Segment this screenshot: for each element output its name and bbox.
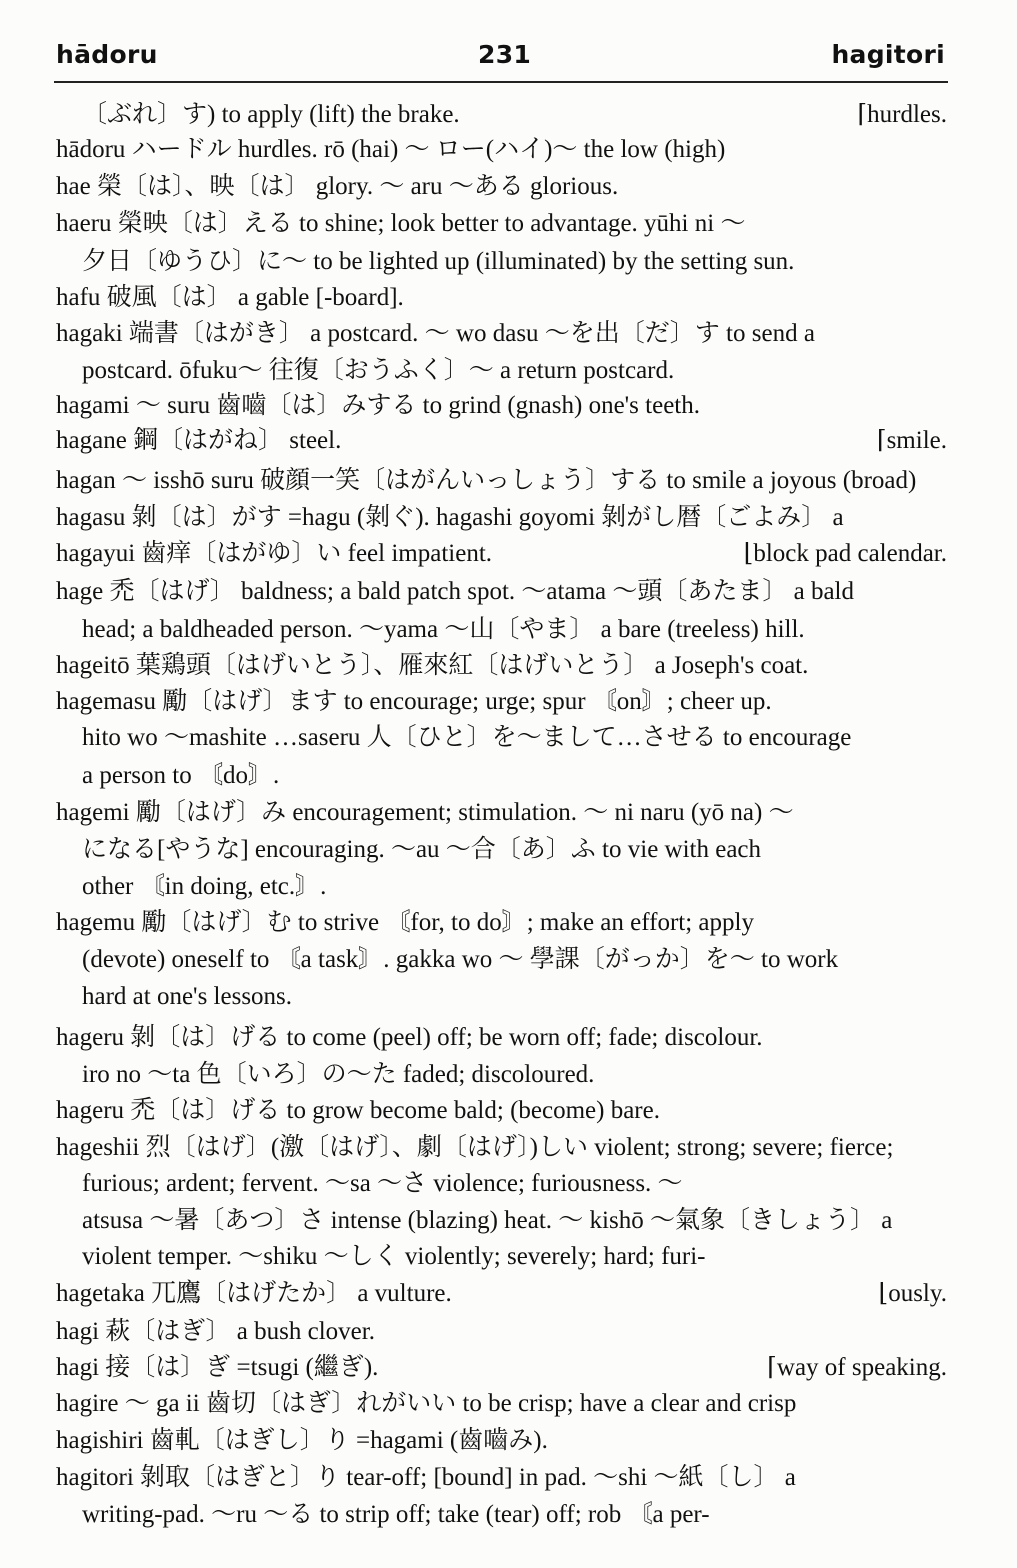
entry-line	[0, 980, 1017, 1014]
entry-line-text: hādoru ハードル hurdles. rō (hai) ～ ロー(ハイ)～ the low (high)	[56, 136, 726, 163]
entry-line-text: head; a baldheaded person. ～yama ～山〔やま〕 a bare (treeless) hill.	[82, 616, 805, 643]
entry-line-text: hito wo ～mashite …saseru 人〔ひと〕を～まして…させる to encourage	[82, 724, 852, 751]
header-rule	[54, 81, 948, 83]
entry-line-text: hagitori 剝取〔はぎと〕り tear-off; [bound] in pad. ～shi ～紙〔し〕 a	[56, 1464, 796, 1491]
entry-line-text: hageru 禿〔は〕げる to grow become bald; (become) bare.	[56, 1097, 660, 1124]
entry-line-text: a person to 〘do〙.	[82, 762, 280, 789]
entry-line-text: haeru 榮映〔は〕える to shine; look better to advantage. yūhi ni ～	[56, 210, 746, 237]
entry-line-text: hagi 接〔は〕ぎ =tsugi (繼ぎ).	[56, 1354, 379, 1381]
entry-line-text: になる[やうな] encouraging. ～au ～合〔あ〕ふ to vie with each	[82, 836, 762, 863]
entry-line	[0, 424, 1017, 458]
entry-line-text: furious; ardent; fervent. ～sa ～さ violence; furiousness. ～	[82, 1170, 683, 1197]
entry-line-text: hagetaka 兀鷹〔はげたか〕 a vulture.	[56, 1280, 452, 1307]
entry-line	[0, 613, 1017, 647]
entry-line-text: hafu 破風〔は〕 a gable [-board].	[56, 284, 404, 311]
entry-line	[0, 1094, 1017, 1128]
entry-line	[0, 1461, 1017, 1495]
entry-line	[0, 170, 1017, 204]
entry-line	[0, 281, 1017, 315]
entry-line	[0, 1277, 1017, 1311]
entry-line	[0, 721, 1017, 755]
entry-line-text: violent temper. ～shiku ～しく violently; severely; hard; furi-	[82, 1243, 706, 1270]
entry-line	[0, 1351, 1017, 1385]
entry-line	[0, 685, 1017, 719]
entry-line-text: hageru 剝〔は〕げる to come (peel) off; be worn off; fade; discolour.	[56, 1024, 763, 1051]
page-number: 231	[478, 40, 532, 69]
entry-line	[0, 1240, 1017, 1274]
entry-line	[0, 1131, 1017, 1165]
entry-line-continuation: ⌈hurdles.	[857, 101, 947, 128]
entry-line	[0, 1315, 1017, 1349]
entry-line-text: writing-pad. ～ru ～る to strip off; take (tear) off; rob 〘a per-	[82, 1501, 710, 1528]
entry-line	[0, 1387, 1017, 1421]
entry-line-text: 〔ぶれ〕す) to apply (lift) the brake.	[82, 101, 460, 128]
entry-line-text: hagire ～ ga ii 齒切〔はぎ〕れがいい to be crisp; have a clear and crisp	[56, 1390, 797, 1417]
entry-line-text: hagaki 端書〔はがき〕 a postcard. ～ wo dasu ～を出〔だ〕す to send a	[56, 320, 815, 347]
left-guide-word: hādoru	[56, 40, 158, 69]
entry-line-text: hagayui 齒痒〔はがゆ〕い feel impatient.	[56, 540, 493, 567]
entry-line-continuation: ⌈way of speaking.	[767, 1354, 947, 1381]
entry-line	[0, 207, 1017, 241]
entry-line-continuation: ⌊ously.	[878, 1280, 947, 1307]
entry-line-text: hagishiri 齒軋〔はぎし〕り =hagami (齒嚙み).	[56, 1427, 548, 1454]
entry-line-text: hagemi 勵〔はげ〕み encouragement; stimulation. ～ ni naru (yō na) ～	[56, 799, 794, 826]
entry-line	[0, 759, 1017, 793]
entry-line	[0, 943, 1017, 977]
entry-line-text: iro no ～ta 色〔いろ〕の～た faded; discoloured.	[82, 1061, 595, 1088]
entry-line-text: hagemasu 勵〔はげ〕ます to encourage; urge; spur 〘on〙; cheer up.	[56, 688, 772, 715]
entry-line-text: hagemu 勵〔はげ〕む to strive 〘for, to do〙; make an effort; apply	[56, 909, 754, 936]
entry-line	[0, 389, 1017, 423]
entry-line	[0, 464, 1017, 498]
entry-line	[0, 245, 1017, 279]
entry-line-text: hagane 鋼〔はがね〕 steel.	[56, 427, 342, 454]
entry-line-text: hagi 萩〔はぎ〕 a bush clover.	[56, 1318, 375, 1345]
entry-line-continuation: ⌈smile.	[876, 427, 947, 454]
entry-line-text: hagasu 剝〔は〕がす =hagu (剝ぐ). hagashi goyomi 剝がし暦〔ごよみ〕 a	[56, 504, 844, 531]
entry-line	[0, 317, 1017, 351]
entry-line	[0, 1204, 1017, 1238]
entry-line	[0, 354, 1017, 388]
entry-line	[0, 833, 1017, 867]
entry-line	[0, 575, 1017, 609]
entry-line-continuation: ⌊block pad calendar.	[743, 540, 947, 567]
entry-line	[0, 906, 1017, 940]
entry-line	[0, 870, 1017, 904]
entry-line-text: 夕日〔ゆうひ〕に～ to be lighted up (illuminated) by the setting sun.	[82, 248, 795, 275]
entry-line	[0, 1058, 1017, 1092]
entry-line-text: hagami ～ suru 齒嚙〔は〕みする to grind (gnash) one's teeth.	[56, 392, 700, 419]
entry-line-text: hageshii 烈〔はげ〕(激〔はげ〕、劇〔はげ〕)しい violent; strong; severe; fierce;	[56, 1134, 894, 1161]
entry-line	[0, 98, 1017, 132]
right-guide-word: hagitori	[831, 40, 945, 69]
entry-line	[0, 1021, 1017, 1055]
entry-line	[0, 133, 1017, 167]
entry-line-text: postcard. ōfuku～ 往復〔おうふく〕～ a return postcard.	[82, 357, 675, 384]
entry-line	[0, 1498, 1017, 1532]
entry-line-text: hard at one's lessons.	[82, 983, 293, 1010]
entry-line	[0, 796, 1017, 830]
entry-line	[0, 649, 1017, 683]
entry-line	[0, 501, 1017, 535]
entry-line-text: other 〘in doing, etc.〙.	[82, 873, 327, 900]
entry-line	[0, 537, 1017, 571]
entry-line-text: atsusa ～暑〔あつ〕さ intense (blazing) heat. ～ kishō ～氣象〔きしょう〕 a	[82, 1207, 893, 1234]
entry-line	[0, 1167, 1017, 1201]
entry-line-text: (devote) oneself to 〘a task〙. gakka wo ～ 學課〔がっか〕を～ to work	[82, 946, 839, 973]
entry-line-text: hagan ～ isshō suru 破顔一笑〔はがんいっしょう〕する to smile a joyous (broad)	[56, 467, 917, 494]
entry-line	[0, 1424, 1017, 1458]
entry-line-text: hageitō 葉鶏頭〔はげいとう〕、雁來紅〔はげいとう〕 a Joseph's coat.	[56, 652, 809, 679]
entry-line-text: hage 禿〔はげ〕 baldness; a bald patch spot. ～atama ～頭〔あたま〕 a bald	[56, 578, 855, 605]
entry-line-text: hae 榮〔は〕、映〔は〕 glory. ～ aru ～ある glorious.	[56, 173, 619, 200]
